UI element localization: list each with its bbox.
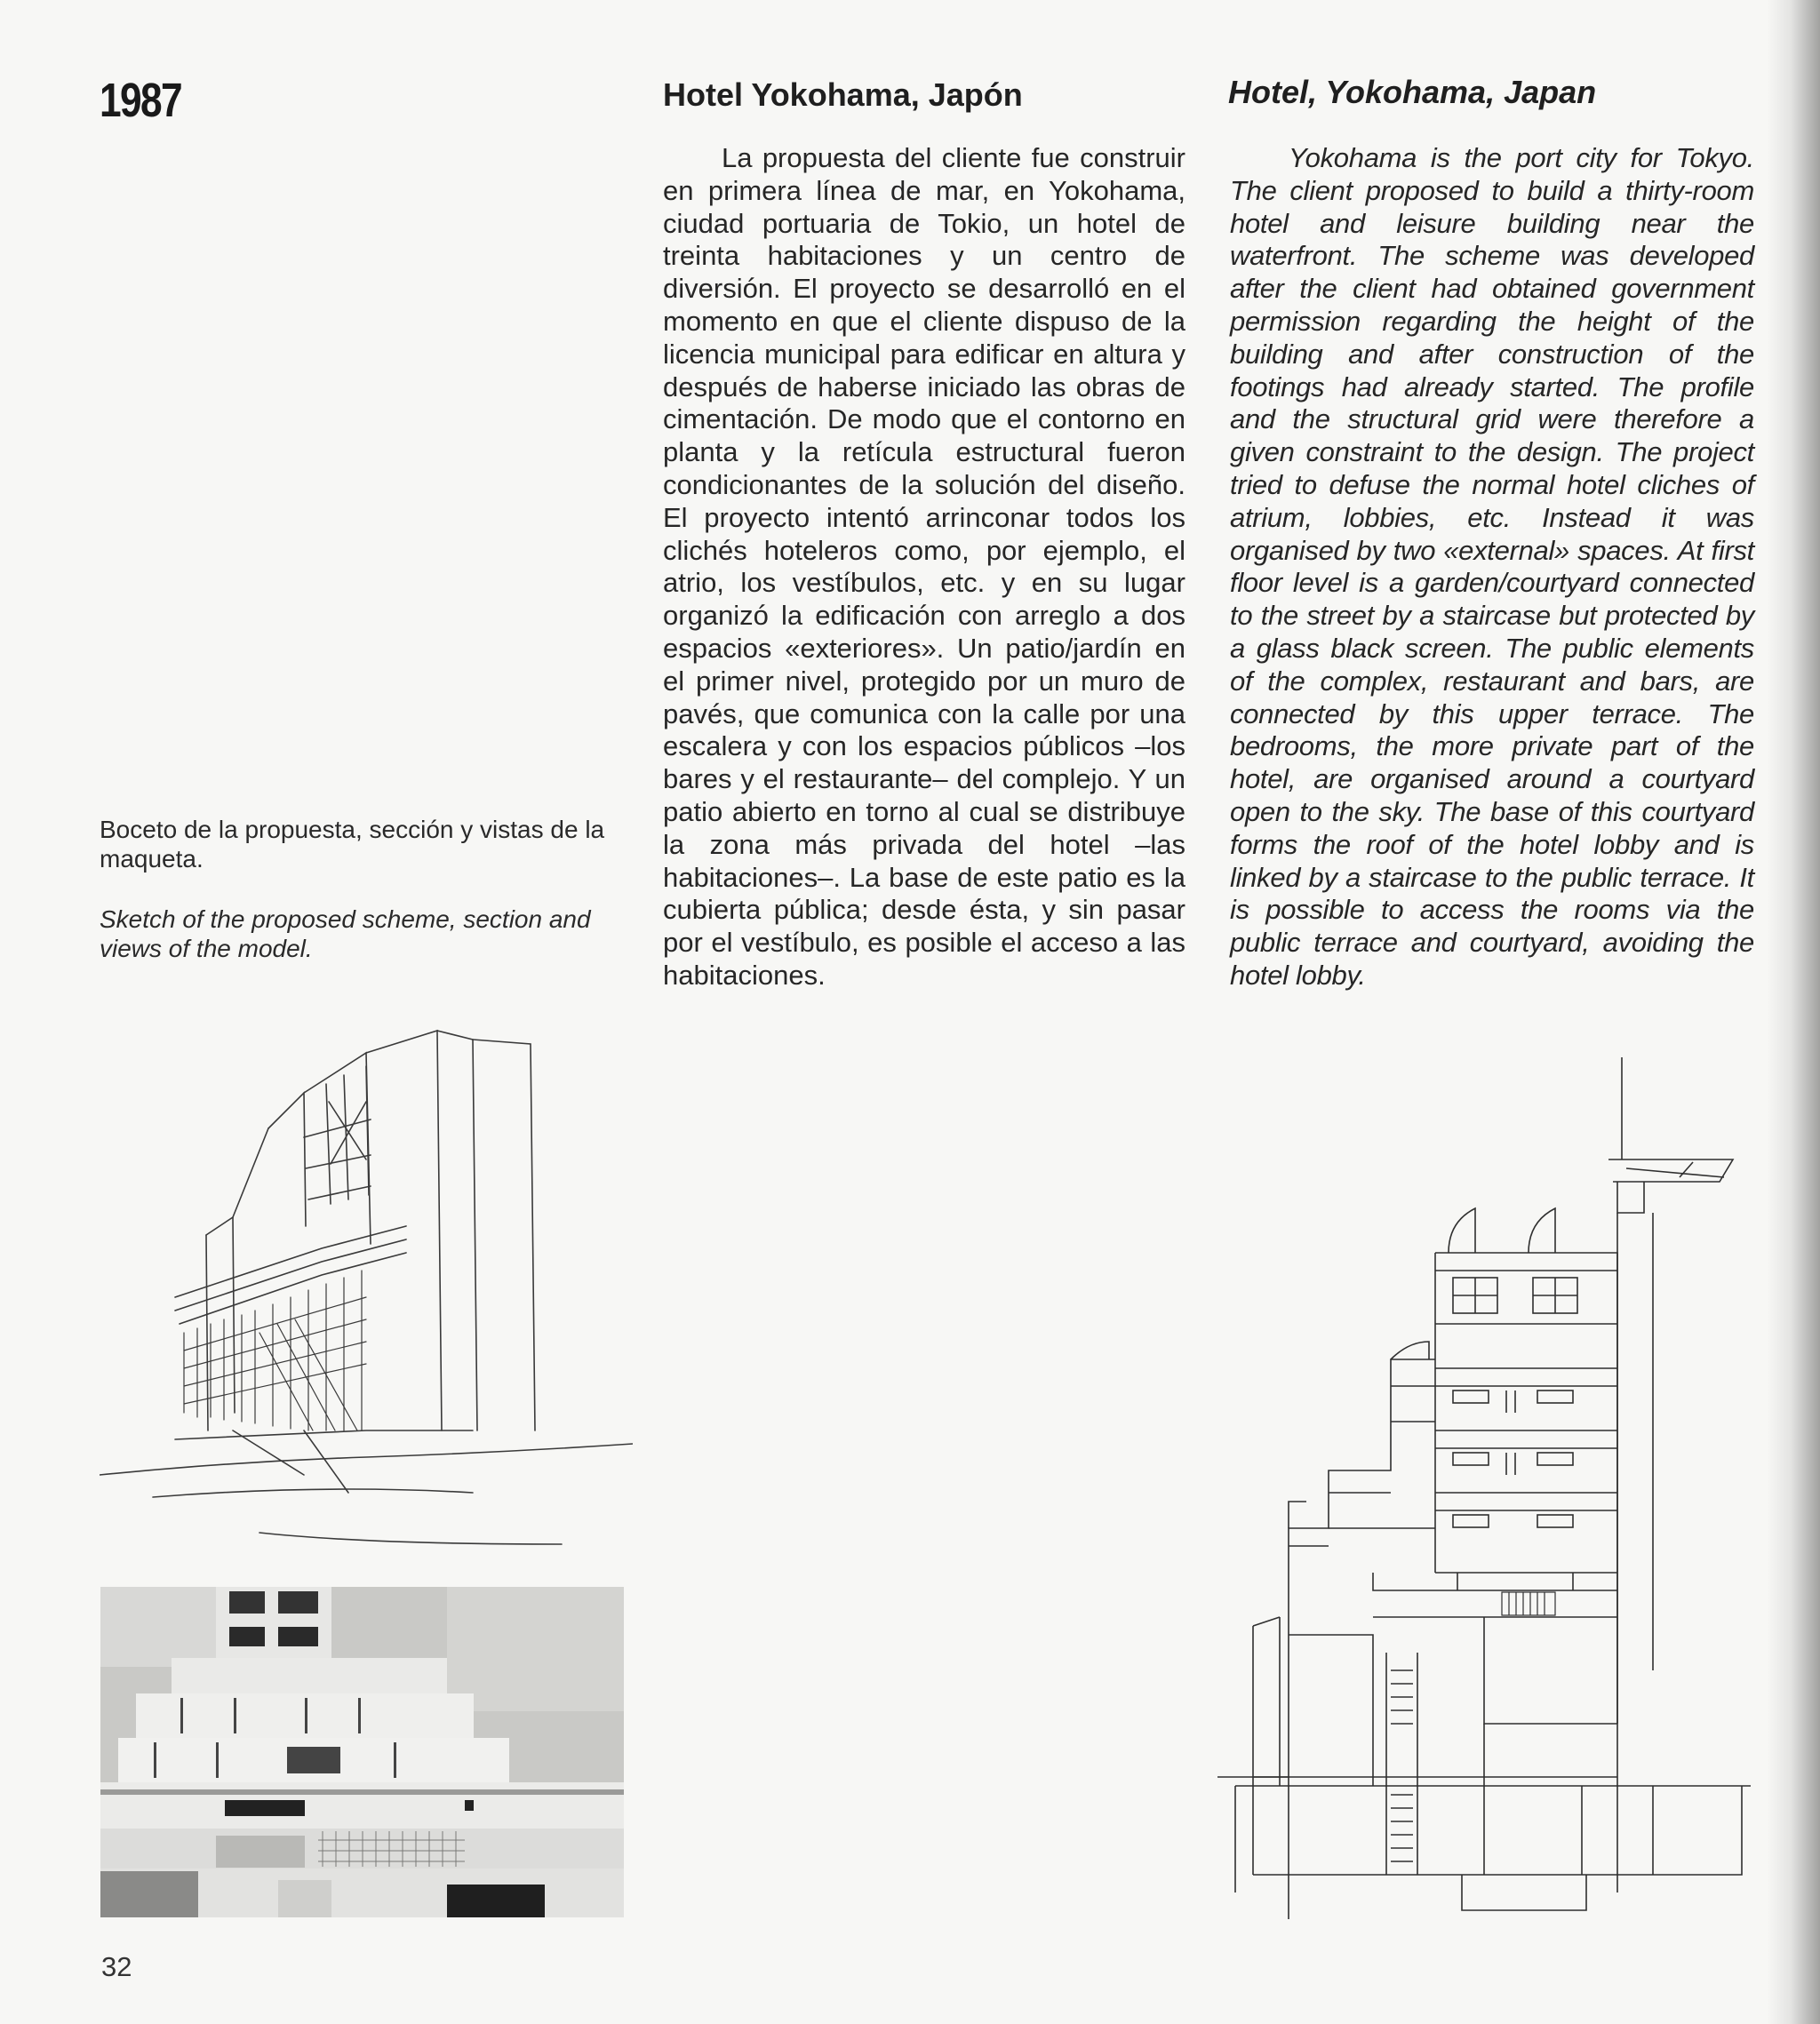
page-number: 32 <box>101 1951 132 1982</box>
body-text-english: Yokohama is the port city for Tokyo. The client proposed to build a thirty-room hotel and leisure building near the waterfront. The scheme was developed after the client had obtained government permission regarding the height of the building and after construction of the footings had already started. The profile and the structural grid were therefore a given constraint to the design. The project tried to defuse the normal hotel cliches of atrium, lobbies, etc. Instead it was organised by two «external» spaces. At first floor level is a garden/courtyard connected to the street by a staircase but protected by a glass black screen. The public elements of the complex, restaurant and bars, are connected by this upper terrace. The bedrooms, the more private part of the hotel, are organised around a courtyard open to the sky. The base of this courtyard forms the roof of the hotel lobby and is linked by a staircase to the public terrace. It is possible to access the rooms via the public terrace and courtyard, avoiding the hotel lobby. <box>1230 142 1754 991</box>
caption-english: Sketch of the proposed scheme, section and views of the model. <box>100 905 591 962</box>
building-section-drawing <box>1200 1048 1760 1919</box>
title-spanish: Hotel Yokohama, Japón <box>663 76 1023 113</box>
body-text-spanish: La propuesta del cliente fue construir en primera línea de mar, en Yokohama, ciudad portuaria de Tokio, un hotel de treinta habitaciones y un centro de diversión. El proyecto se desarrolló en el momento en que el cliente dispuso de la licencia municipal para edificar en altura y después de haberse iniciado las obras de cimentación. De modo que el contorno en planta y la retícula estructural fueron condicionantes de la solución del diseño. El proyecto intentó arrinconar todos los clichés hoteleros como, por ejemplo, el atrio, los vestíbulos, etc. y en su lugar organizó la edificación con arreglo a dos espacios «exteriores». Un patio/jardín en el primer nivel, protegido por un muro de pavés, que comunica con la calle por una escalera y con los espacios públicos –los bares y el restaurante– del complejo. Y un patio abierto en torno al cual se distribuye la zona más privada del hotel –las habitaciones–. La base de este patio es la cubierta pública; desde ésta, y sin pasar por el vestíbulo, es posible el acceso a las habitaciones. <box>663 142 1185 991</box>
caption-spanish: Boceto de la propuesta, sección y vistas de la maqueta. <box>100 816 605 873</box>
title-english: Hotel, Yokohama, Japan <box>1228 74 1597 110</box>
project-year: 1987 <box>100 74 181 127</box>
page-edge-shadow <box>1767 0 1820 2024</box>
model-photo <box>100 1587 624 1917</box>
perspective-sketch <box>100 1013 633 1546</box>
